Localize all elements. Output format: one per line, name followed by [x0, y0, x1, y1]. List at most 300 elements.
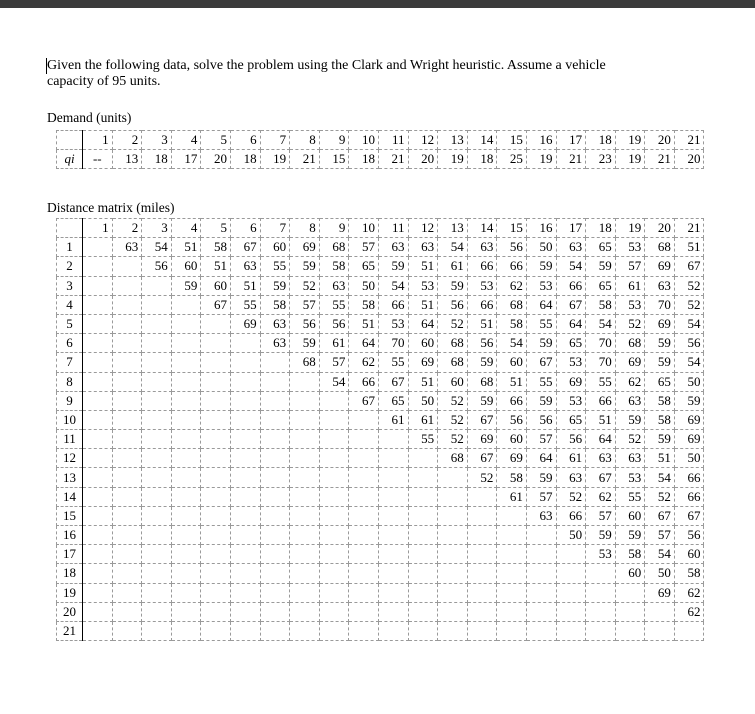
demand-header-row [57, 131, 704, 150]
distance-row [57, 238, 704, 257]
distance-value-cell: 55 [408, 430, 438, 449]
distance-value-cell: 67 [674, 257, 704, 276]
distance-empty-cell [230, 353, 260, 372]
distance-empty-cell [260, 487, 290, 506]
distance-value-cell: 59 [438, 276, 468, 295]
distance-value-cell: 67 [349, 391, 379, 410]
distance-value-cell: 66 [378, 295, 408, 314]
distance-header-cell: 18 [586, 219, 616, 238]
distance-empty-cell [260, 410, 290, 429]
distance-empty-cell [586, 602, 616, 621]
distance-row-label: 15 [57, 506, 83, 525]
distance-empty-cell [408, 545, 438, 564]
distance-value-cell: 69 [645, 257, 675, 276]
distance-value-cell: 67 [645, 506, 675, 525]
distance-value-cell: 69 [497, 449, 527, 468]
distance-empty-cell [171, 545, 201, 564]
distance-value-cell: 51 [586, 410, 616, 429]
distance-value-cell: 58 [497, 468, 527, 487]
distance-value-cell: 59 [260, 276, 290, 295]
distance-header-cell: 11 [378, 219, 408, 238]
demand-caption: Demand (units) [47, 110, 132, 125]
distance-value-cell: 59 [526, 257, 556, 276]
distance-empty-cell [260, 449, 290, 468]
distance-header-cell: 4 [171, 219, 201, 238]
distance-value-cell: 68 [467, 372, 497, 391]
distance-empty-cell [201, 391, 231, 410]
distance-value-cell: 52 [645, 487, 675, 506]
distance-empty-cell [142, 449, 172, 468]
distance-empty-cell [349, 602, 379, 621]
distance-empty-cell [201, 526, 231, 545]
distance-empty-cell [438, 487, 468, 506]
distance-empty-cell [112, 506, 142, 525]
distance-empty-cell [438, 526, 468, 545]
distance-empty-cell [83, 564, 113, 583]
distance-value-cell: 50 [526, 238, 556, 257]
distance-empty-cell [497, 545, 527, 564]
distance-value-cell: 65 [586, 238, 616, 257]
distance-value-cell: 58 [674, 564, 704, 583]
distance-value-cell: 59 [615, 526, 645, 545]
distance-empty-cell [201, 353, 231, 372]
distance-empty-cell [201, 430, 231, 449]
distance-value-cell: 53 [586, 545, 616, 564]
distance-value-cell: 52 [674, 276, 704, 295]
demand-value-cell: -- [83, 150, 113, 169]
distance-value-cell: 69 [645, 583, 675, 602]
distance-value-cell: 61 [556, 449, 586, 468]
demand-header-cell: 1 [83, 131, 113, 150]
distance-row-label: 16 [57, 526, 83, 545]
distance-value-cell: 57 [526, 487, 556, 506]
distance-header-cell: 12 [408, 219, 438, 238]
distance-empty-cell [260, 602, 290, 621]
distance-row-label: 5 [57, 314, 83, 333]
distance-empty-cell [556, 621, 586, 640]
distance-empty-cell [260, 583, 290, 602]
distance-value-cell: 68 [290, 353, 320, 372]
distance-empty-cell [408, 602, 438, 621]
distance-empty-cell [83, 487, 113, 506]
distance-value-cell: 55 [378, 353, 408, 372]
distance-value-cell: 56 [290, 314, 320, 333]
distance-empty-cell [230, 372, 260, 391]
distance-empty-cell [319, 545, 349, 564]
distance-value-cell: 65 [556, 410, 586, 429]
distance-value-cell: 52 [438, 410, 468, 429]
distance-empty-cell [349, 430, 379, 449]
demand-header-cell: 15 [497, 131, 527, 150]
problem-statement: Given the following data, solve the problem using the Clark and Wright heuristic. Assume a vehicle capacity of 95 units. [47, 58, 606, 89]
distance-empty-cell [497, 526, 527, 545]
distance-value-cell: 64 [349, 334, 379, 353]
distance-empty-cell [142, 564, 172, 583]
distance-empty-cell [112, 468, 142, 487]
distance-empty-cell [467, 526, 497, 545]
distance-value-cell: 68 [438, 449, 468, 468]
distance-value-cell: 59 [467, 391, 497, 410]
distance-value-cell: 51 [645, 449, 675, 468]
distance-row [57, 602, 704, 621]
distance-value-cell: 54 [645, 545, 675, 564]
distance-value-cell: 67 [201, 295, 231, 314]
distance-value-cell: 61 [378, 410, 408, 429]
distance-value-cell: 59 [586, 526, 616, 545]
demand-value-cell: 18 [349, 150, 379, 169]
demand-header-cell: 17 [556, 131, 586, 150]
distance-empty-cell [230, 430, 260, 449]
distance-value-cell: 67 [467, 449, 497, 468]
distance-empty-cell [230, 449, 260, 468]
distance-value-cell: 58 [497, 314, 527, 333]
distance-empty-cell [467, 545, 497, 564]
distance-value-cell: 65 [349, 257, 379, 276]
distance-value-cell: 55 [230, 295, 260, 314]
distance-empty-cell [83, 430, 113, 449]
distance-empty-cell [260, 430, 290, 449]
distance-empty-cell [83, 506, 113, 525]
distance-empty-cell [171, 334, 201, 353]
distance-empty-cell [171, 621, 201, 640]
distance-empty-cell [83, 583, 113, 602]
distance-value-cell: 68 [645, 238, 675, 257]
distance-empty-cell [349, 545, 379, 564]
distance-row [57, 391, 704, 410]
distance-empty-cell [378, 621, 408, 640]
distance-value-cell: 59 [586, 257, 616, 276]
distance-empty-cell [112, 430, 142, 449]
distance-value-cell: 64 [586, 430, 616, 449]
distance-empty-cell [438, 621, 468, 640]
distance-header-cell: 5 [201, 219, 231, 238]
distance-empty-cell [260, 621, 290, 640]
distance-value-cell: 50 [674, 449, 704, 468]
distance-empty-cell [260, 372, 290, 391]
distance-row [57, 276, 704, 295]
distance-empty-cell [142, 526, 172, 545]
distance-empty-cell [112, 391, 142, 410]
distance-value-cell: 56 [438, 295, 468, 314]
distance-empty-cell [112, 449, 142, 468]
distance-value-cell: 67 [467, 410, 497, 429]
distance-empty-cell [319, 449, 349, 468]
demand-header-cell: 13 [438, 131, 468, 150]
demand-value-cell: 21 [290, 150, 320, 169]
distance-empty-cell [142, 391, 172, 410]
distance-value-cell: 57 [290, 295, 320, 314]
distance-value-cell: 50 [556, 526, 586, 545]
distance-empty-cell [467, 506, 497, 525]
distance-empty-cell [378, 545, 408, 564]
distance-empty-cell [230, 391, 260, 410]
distance-empty-cell [171, 353, 201, 372]
distance-empty-cell [615, 583, 645, 602]
distance-row [57, 545, 704, 564]
distance-row-label: 19 [57, 583, 83, 602]
distance-row-label: 4 [57, 295, 83, 314]
distance-empty-cell [201, 410, 231, 429]
distance-value-cell: 63 [615, 391, 645, 410]
distance-empty-cell [349, 468, 379, 487]
distance-empty-cell [260, 545, 290, 564]
distance-value-cell: 70 [378, 334, 408, 353]
distance-empty-cell [556, 602, 586, 621]
distance-empty-cell [112, 295, 142, 314]
distance-empty-cell [526, 545, 556, 564]
demand-header-cell: 8 [290, 131, 320, 150]
distance-empty-cell [230, 334, 260, 353]
distance-row [57, 314, 704, 333]
distance-value-cell: 67 [378, 372, 408, 391]
distance-value-cell: 62 [674, 602, 704, 621]
distance-value-cell: 59 [467, 353, 497, 372]
distance-value-cell: 62 [497, 276, 527, 295]
distance-value-cell: 54 [645, 468, 675, 487]
distance-value-cell: 53 [556, 391, 586, 410]
distance-value-cell: 54 [142, 238, 172, 257]
distance-value-cell: 51 [467, 314, 497, 333]
distance-value-cell: 64 [526, 295, 556, 314]
distance-empty-cell [201, 487, 231, 506]
distance-value-cell: 52 [615, 430, 645, 449]
distance-empty-cell [556, 545, 586, 564]
distance-empty-cell [260, 353, 290, 372]
distance-empty-cell [319, 391, 349, 410]
distance-row-label: 7 [57, 353, 83, 372]
distance-value-cell: 57 [645, 526, 675, 545]
distance-empty-cell [615, 602, 645, 621]
distance-row [57, 430, 704, 449]
distance-empty-cell [556, 564, 586, 583]
distance-empty-cell [201, 506, 231, 525]
distance-empty-cell [112, 621, 142, 640]
distance-value-cell: 65 [378, 391, 408, 410]
distance-value-cell: 69 [290, 238, 320, 257]
distance-empty-cell [112, 487, 142, 506]
distance-value-cell: 51 [349, 314, 379, 333]
distance-value-cell: 50 [408, 391, 438, 410]
distance-empty-cell [674, 621, 704, 640]
distance-empty-cell [201, 449, 231, 468]
distance-empty-cell [319, 621, 349, 640]
demand-value-cell: 23 [586, 150, 616, 169]
distance-empty-cell [290, 487, 320, 506]
distance-value-cell: 54 [586, 314, 616, 333]
distance-value-cell: 51 [408, 372, 438, 391]
demand-header-cell: 11 [378, 131, 408, 150]
distance-value-cell: 69 [467, 430, 497, 449]
distance-value-cell: 52 [615, 314, 645, 333]
distance-empty-cell [290, 391, 320, 410]
distance-value-cell: 53 [615, 468, 645, 487]
distance-empty-cell [201, 372, 231, 391]
demand-value-cell: 18 [467, 150, 497, 169]
distance-empty-cell [586, 621, 616, 640]
distance-empty-cell [645, 621, 675, 640]
distance-empty-cell [142, 276, 172, 295]
distance-empty-cell [586, 564, 616, 583]
distance-empty-cell [112, 353, 142, 372]
window-top-bar [0, 0, 755, 8]
distance-value-cell: 53 [408, 276, 438, 295]
distance-value-cell: 70 [645, 295, 675, 314]
demand-value-cell: 17 [171, 150, 201, 169]
distance-value-cell: 61 [615, 276, 645, 295]
distance-empty-cell [142, 583, 172, 602]
distance-empty-cell [526, 526, 556, 545]
distance-empty-cell [586, 583, 616, 602]
distance-empty-cell [142, 353, 172, 372]
distance-value-cell: 55 [319, 295, 349, 314]
distance-value-cell: 52 [556, 487, 586, 506]
distance-value-cell: 62 [586, 487, 616, 506]
distance-value-cell: 56 [674, 526, 704, 545]
demand-value-cell: 19 [526, 150, 556, 169]
demand-value-cell: 18 [142, 150, 172, 169]
distance-empty-cell [83, 468, 113, 487]
distance-row-label: 3 [57, 276, 83, 295]
distance-value-cell: 69 [230, 314, 260, 333]
demand-value-cell: 25 [497, 150, 527, 169]
distance-value-cell: 66 [586, 391, 616, 410]
distance-value-cell: 60 [497, 353, 527, 372]
distance-value-cell: 59 [171, 276, 201, 295]
distance-empty-cell [201, 621, 231, 640]
distance-value-cell: 56 [319, 314, 349, 333]
distance-value-cell: 55 [615, 487, 645, 506]
demand-header-cell: 19 [615, 131, 645, 150]
distance-value-cell: 70 [586, 334, 616, 353]
demand-header-cell: 2 [112, 131, 142, 150]
distance-header-cell: 21 [674, 219, 704, 238]
distance-empty-cell [290, 506, 320, 525]
distance-value-cell: 51 [171, 238, 201, 257]
distance-empty-cell [408, 487, 438, 506]
distance-value-cell: 65 [645, 372, 675, 391]
distance-empty-cell [230, 583, 260, 602]
distance-value-cell: 53 [526, 276, 556, 295]
distance-empty-cell [230, 602, 260, 621]
demand-header-cell: 18 [586, 131, 616, 150]
distance-row [57, 410, 704, 429]
distance-empty-cell [112, 372, 142, 391]
distance-empty-cell [378, 449, 408, 468]
distance-value-cell: 55 [526, 372, 556, 391]
distance-value-cell: 59 [378, 257, 408, 276]
distance-header-cell: 7 [260, 219, 290, 238]
demand-value-cell: 20 [408, 150, 438, 169]
distance-value-cell: 55 [260, 257, 290, 276]
distance-value-cell: 59 [674, 391, 704, 410]
distance-value-cell: 57 [349, 238, 379, 257]
distance-value-cell: 67 [556, 295, 586, 314]
demand-header-cell: 7 [260, 131, 290, 150]
distance-value-cell: 51 [408, 257, 438, 276]
distance-empty-cell [83, 391, 113, 410]
demand-header-cell: 6 [230, 131, 260, 150]
distance-value-cell: 63 [467, 238, 497, 257]
distance-value-cell: 63 [556, 468, 586, 487]
distance-empty-cell [171, 430, 201, 449]
distance-empty-cell [378, 506, 408, 525]
distance-value-cell: 68 [319, 238, 349, 257]
distance-empty-cell [142, 372, 172, 391]
distance-value-cell: 63 [112, 238, 142, 257]
distance-value-cell: 57 [586, 506, 616, 525]
distance-value-cell: 60 [260, 238, 290, 257]
distance-value-cell: 60 [438, 372, 468, 391]
distance-empty-cell [319, 410, 349, 429]
distance-value-cell: 61 [497, 487, 527, 506]
distance-value-cell: 68 [438, 353, 468, 372]
distance-value-cell: 68 [438, 334, 468, 353]
distance-value-cell: 60 [408, 334, 438, 353]
demand-table [56, 130, 704, 169]
distance-empty-cell [290, 468, 320, 487]
demand-header-cell: 16 [526, 131, 556, 150]
distance-value-cell: 60 [615, 506, 645, 525]
distance-value-cell: 63 [319, 276, 349, 295]
distance-value-cell: 58 [260, 295, 290, 314]
distance-value-cell: 61 [408, 410, 438, 429]
distance-empty-cell [112, 334, 142, 353]
distance-value-cell: 56 [467, 334, 497, 353]
distance-empty-cell [201, 583, 231, 602]
distance-value-cell: 60 [615, 564, 645, 583]
distance-value-cell: 51 [230, 276, 260, 295]
distance-header-cell: 16 [526, 219, 556, 238]
demand-header-cell: 3 [142, 131, 172, 150]
distance-value-cell: 59 [615, 410, 645, 429]
distance-empty-cell [83, 314, 113, 333]
demand-value-cell: 19 [438, 150, 468, 169]
distance-value-cell: 58 [349, 295, 379, 314]
distance-empty-cell [142, 410, 172, 429]
distance-empty-cell [408, 564, 438, 583]
distance-header-cell: 3 [142, 219, 172, 238]
distance-value-cell: 56 [526, 410, 556, 429]
distance-empty-cell [230, 526, 260, 545]
demand-value-cell: 20 [201, 150, 231, 169]
distance-empty-cell [378, 583, 408, 602]
distance-value-cell: 69 [556, 372, 586, 391]
distance-row [57, 621, 704, 640]
distance-empty-cell [497, 621, 527, 640]
distance-header-cell: 6 [230, 219, 260, 238]
distance-row [57, 468, 704, 487]
distance-value-cell: 55 [526, 314, 556, 333]
distance-empty-cell [319, 602, 349, 621]
distance-empty-cell [645, 602, 675, 621]
distance-row-label: 13 [57, 468, 83, 487]
distance-empty-cell [171, 314, 201, 333]
distance-empty-cell [83, 372, 113, 391]
distance-value-cell: 64 [408, 314, 438, 333]
distance-value-cell: 54 [497, 334, 527, 353]
demand-value-cell: 19 [260, 150, 290, 169]
distance-value-cell: 56 [497, 410, 527, 429]
distance-empty-cell [349, 487, 379, 506]
distance-empty-cell [378, 468, 408, 487]
demand-value-cell: 19 [615, 150, 645, 169]
demand-header-cell: 21 [674, 131, 704, 150]
distance-empty-cell [171, 391, 201, 410]
distance-value-cell: 59 [526, 391, 556, 410]
distance-row-label: 18 [57, 564, 83, 583]
distance-value-cell: 54 [674, 353, 704, 372]
demand-row-label: qi [57, 150, 83, 169]
